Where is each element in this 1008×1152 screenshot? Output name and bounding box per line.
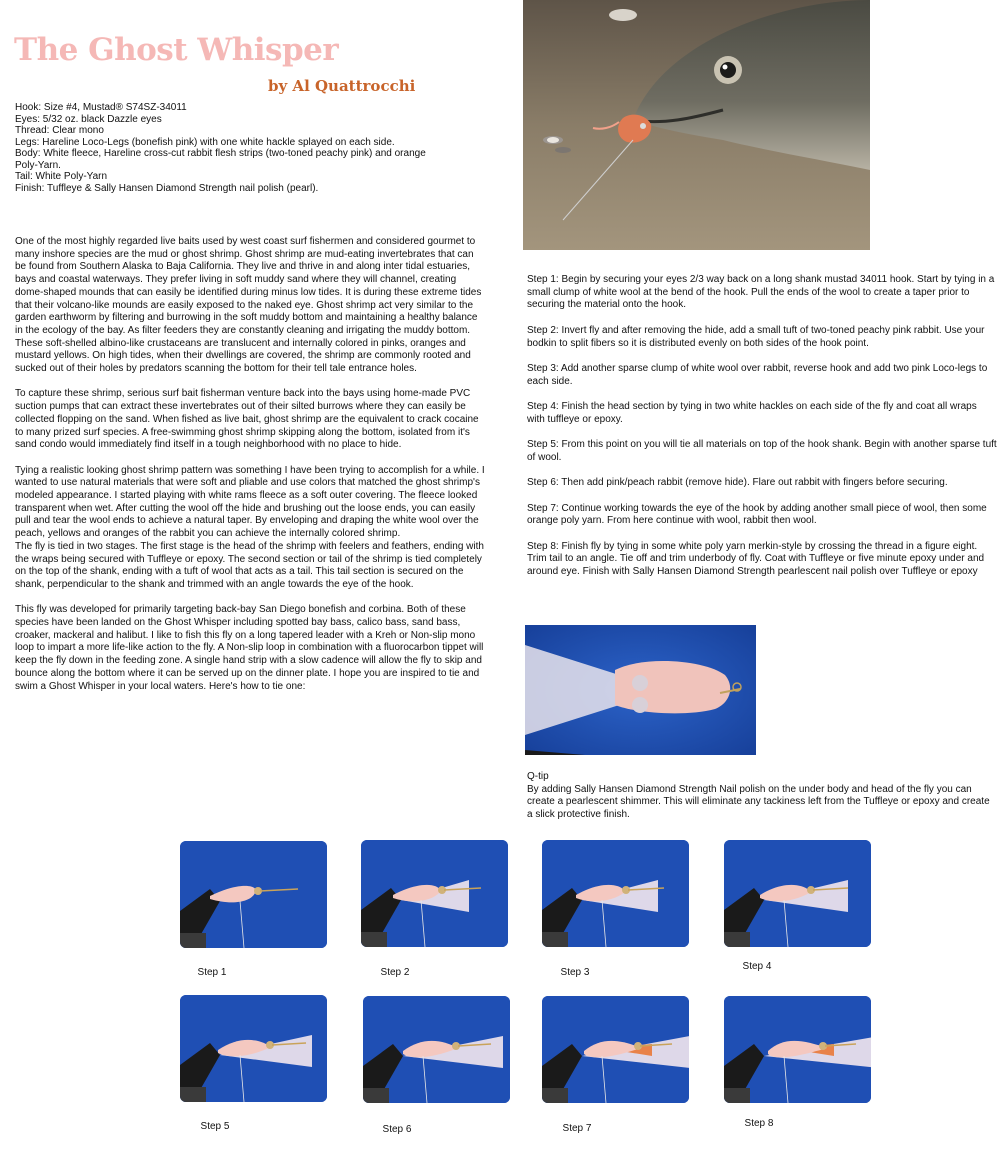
finished-fly-photo — [525, 625, 756, 755]
step-6-caption: Step 6 — [382, 1124, 412, 1135]
step-8-caption: Step 8 — [744, 1118, 774, 1129]
recipe-line-tail: Tail: White Poly-Yarn — [15, 171, 108, 182]
article-body — [15, 236, 487, 706]
step-1-caption: Step 1 — [197, 967, 227, 978]
body-paragraph-capture: To capture these shrimp, serious surf bait fisherman venture back into the bays using home-made PVC suction pumps that can extract these invertebrates out of their silted burrows where they can easily be collected flopping on the sand. When fished as live bait, ghost shrimp are the equivalent to crack cocaine to many prized surf species. A free-swimming ghost shrimp skipping along the bottom, isolated from it's sand condo would immediately find itself in a tough neighborhood with no place to hide. — [15, 388, 479, 451]
step-4-text: Step 4: Finish the head section by tying in two white hackles on each side of the fly and coat all wraps with tuffleye or epoxy. — [527, 400, 977, 425]
step-5-text: Step 5: From this point on you will tie all materials on top of the hook shank. Begin with another sparse tuft of wool. — [527, 439, 997, 463]
recipe-line-hook: Hook: Size #4, Mustad® S74SZ-34011 — [15, 102, 187, 113]
body-paragraph-tying: Tying a realistic looking ghost shrimp pattern was something I have been trying to accomplish for a while. I wanted to use natural materials that were soft and pliable and use colors that matched the ghost shrimp's modeled appearance. I started playing with white rams fleece as a soft outer covering. The fleece looked transparent when wet. After cutting the wool off the hide and brushing out the loose ends, you can easily pull and tear the wool ends to achieve a natural taper. By enveloping and draping the white wool over the peach, yellows and oranges of the rabbit you can achieve the internally colored shrimp. The fly is tied in two stages. The first stage is the head of the shrimp with feelers and feathers, ending with the wraps being secured with Tuffleye or epoxy. The second section or tail of the shrimp is tied completely on the top of the shank, ending with a tuft of wool that acts as a tail. This tail section is secured on the shank, perpendicular to the shank and trimmed with an angle towards the eye of the hook. — [15, 464, 485, 590]
step-4-caption: Step 4 — [742, 961, 772, 972]
step-7-caption: Step 7 — [562, 1123, 592, 1134]
step-5-caption: Step 5 — [200, 1121, 230, 1132]
step-1-text: Step 1: Begin by securing your eyes 2/3 way back on a long shank mustad 34011 hook. Start by tying in a small clump of white wool at the bend of the hook. Pull the ends of the wool to create a taper prior to securing the material onto the hook. — [527, 274, 995, 311]
step-8-text: Step 8: Finish fly by tying in some white poly yarn merkin-style by crossing the thread in a figure eight. Trim tail to an angle. Tie off and trim underbody of fly. Coat with Tuffleye or five minute epoxy under and around eye. Finish with Sally Hansen Diamond Strength pearlescent nail polish over Tuffleye or epoxy — [527, 540, 985, 578]
hero-fish-illustration — [523, 0, 870, 250]
recipe-line-body: Body: White fleece, Hareline cross-cut rabbit flesh strips (two-toned peachy pink) and orange — [15, 148, 426, 159]
recipe-line-legs: Legs: Hareline Loco-Legs (bonefish pink) with one white hackle splayed on each side. — [15, 136, 395, 148]
step-3-text: Step 3: Add another sparse clump of white wool over rabbit, reverse hook and add two pink Loco-legs to each side. — [527, 362, 988, 387]
step-2-text: Step 2: Invert fly and after removing the hide, add a small tuft of two-toned peachy pink rabbit. Use your bodkin to split fibers so it is distributed evenly on both sides of the hook point. — [527, 324, 985, 349]
body-paragraph-fishing: This fly was developed for primarily targeting back-bay San Diego bonefish and corbina. Both of these species have been landed on the Ghost Whisper including spotted bay bass, calico bass, sand bass, croaker, mackeral and halibut. I like to fish this fly on a long tapered leader with a Kreh or Non-slip mono loop to impart a more life-like action to the fly. A Non-slip loop in combination with a fluorocarbon tippet will keep the fly down in the feeding zone. A single hand strip with a slow cadence will allow the fly to skip and bounce along the bottom where it can be served up on the dinner plate. I hope you are inspired to tie and swim a Ghost Whisper in your local waters. Here's how to tie one: — [15, 604, 484, 692]
hero-fish-photo — [523, 0, 870, 250]
body-paragraph-intro: One of the most highly regarded live baits used by west coast surf fishermen and considered gourmet to many inshore species are the mud or ghost shrimp. Ghost shrimp are mud-eating invertebrates that can be found from Southern Alaska to Baja California. They live and thrive in and along inter tidal estuaries, bays and coastal waterways. They prefer living in soft muddy sand where they will channel, creating dome-shaped mounds that can easily be identified during minus low tides. It is during these extreme tides that their volcano-like mounds are easily exposed to the naked eye. Ghost shrimp act very similar to the garden earthworm by filtering and burrowing in the soft muddy bottom and maintaining a healthy balance in the ecology of the bay. As filter feeders they are constantly cleaning and irrigating the muddy bottom. These soft-shelled albino-like crustaceans are translucent and internally colored in pinks, oranges and mustard yellows. On high tides, when their dwellings are covered, the shrimp are commonly rooted and sucked out of their holes by predators scanning the bottom for their tell tale entrance holes. — [15, 236, 482, 375]
qtip-heading: Q-tip — [527, 771, 549, 782]
step-8-photo — [724, 996, 871, 1103]
recipe-line-body-continued: Poly-Yarn. — [15, 159, 61, 171]
step-7-text: Step 7: Continue working towards the eye of the hook by adding another small piece of wool, then some orange poly yarn. From here continue with wool, rabbit then wool. — [527, 502, 987, 527]
step-6-text: Step 6: Then add pink/peach rabbit (remove hide). Flare out rabbit with fingers before securing. — [527, 477, 948, 489]
step-4-photo — [724, 840, 871, 947]
tying-steps — [527, 274, 997, 591]
step-2-caption: Step 2 — [380, 967, 410, 978]
recipe-line-thread: Thread: Clear mono — [15, 125, 104, 136]
step-1-photo — [180, 841, 327, 948]
step-6-photo — [363, 996, 510, 1103]
recipe-line-eyes: Eyes: 5/32 oz. black Dazzle eyes — [15, 113, 162, 125]
qtip-section — [527, 771, 997, 822]
qtip-text: By adding Sally Hansen Diamond Strength Nail polish on the under body and head of the fly you can create a pearlescent shimmer. This will eliminate any tackiness left from the Tuffleye or epoxy and create a slick protective finish. — [527, 783, 990, 821]
step-3-photo — [542, 840, 689, 947]
fly-recipe — [15, 102, 495, 194]
step-5-photo — [180, 995, 327, 1102]
finished-fly-illustration — [525, 625, 756, 755]
step-7-photo — [542, 996, 689, 1103]
step-2-photo — [361, 840, 508, 947]
step-3-caption: Step 3 — [560, 967, 590, 978]
article-byline: by Al Quattrocchi — [268, 77, 416, 95]
recipe-line-finish: Finish: Tuffleye & Sally Hansen Diamond Strength nail polish (pearl). — [15, 182, 319, 194]
article-title: The Ghost Whisper — [14, 32, 339, 68]
